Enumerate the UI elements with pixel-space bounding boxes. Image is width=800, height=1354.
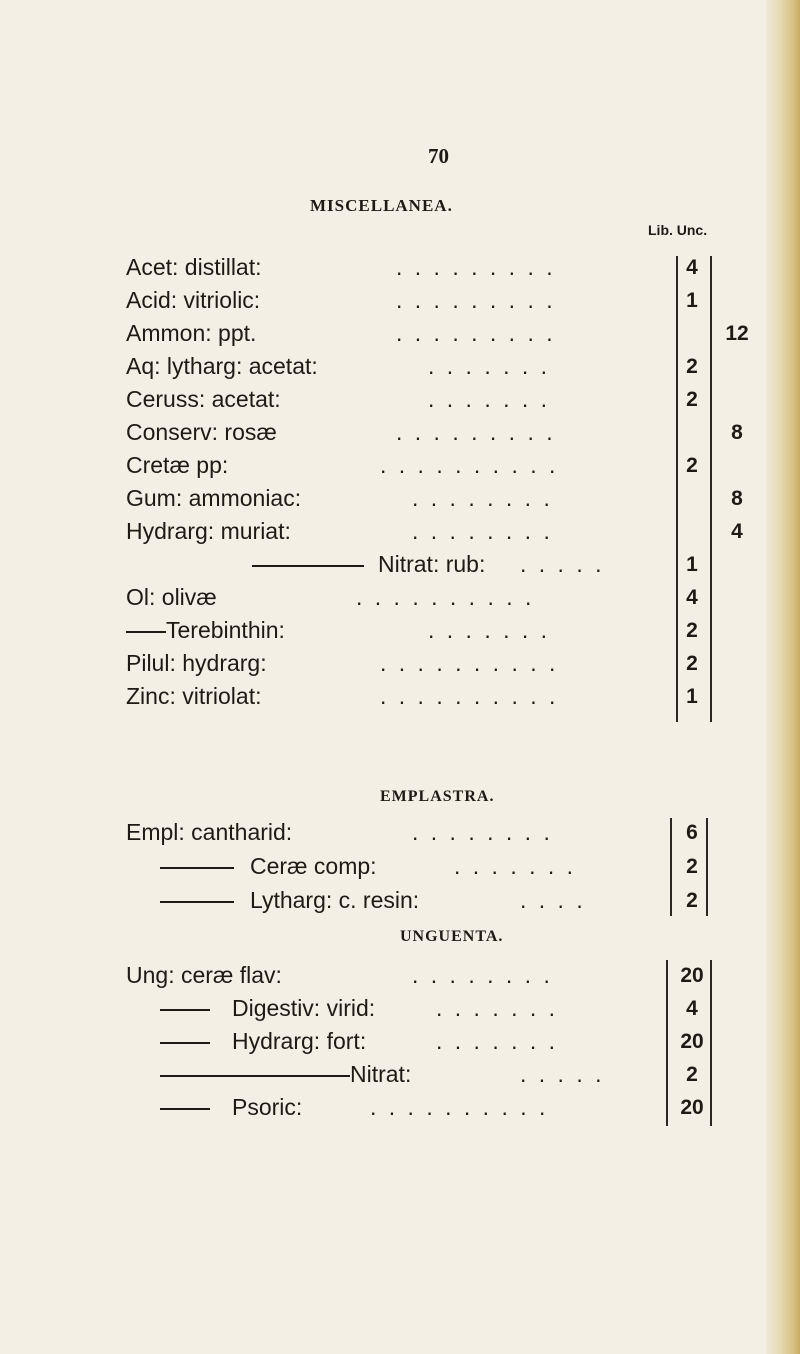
section-title-miscellanea: MISCELLANEA. <box>310 196 453 215</box>
leader-dots: . . . . . . . . . . <box>380 452 559 478</box>
column-rule <box>706 818 708 916</box>
lib-value: 4 <box>686 586 698 609</box>
list-item <box>0 386 800 416</box>
lib-value: 2 <box>686 355 698 378</box>
item-label: Nitrat: <box>350 1061 412 1087</box>
column-rule <box>670 818 672 916</box>
ditto-dash <box>160 867 234 869</box>
item-label: Ceræ comp: <box>250 853 377 879</box>
lib-value: 2 <box>686 855 698 878</box>
item-label: Empl: cantharid: <box>126 819 293 845</box>
lib-value: 4 <box>686 997 698 1020</box>
list-item <box>0 452 800 482</box>
leader-dots: . . . . . . . . <box>412 518 553 544</box>
leader-dots: . . . . . . . <box>436 1028 559 1054</box>
item-label: Acid: vitriolic: <box>126 287 261 313</box>
lib-value: 20 <box>680 1030 704 1053</box>
ditto-dash <box>126 631 166 633</box>
ditto-dash <box>160 901 234 903</box>
item-label: Hydrarg: fort: <box>232 1028 367 1054</box>
lib-value: 4 <box>686 256 698 279</box>
item-label: Lytharg: c. resin: <box>250 887 420 913</box>
item-label: Terebinthin: <box>166 617 285 643</box>
ditto-dash <box>160 1009 210 1011</box>
leader-dots: . . . . . . . . . . <box>380 683 559 709</box>
column-rule <box>676 256 678 722</box>
list-item <box>0 254 800 284</box>
list-item <box>0 320 800 350</box>
column-rule <box>710 960 712 1126</box>
ditto-dash <box>160 1075 350 1077</box>
section-title-emplastra: EMPLASTRA. <box>380 788 495 805</box>
unc-value: 4 <box>731 520 743 543</box>
leader-dots: . . . . . . . . . <box>396 254 556 280</box>
item-label: Ammon: ppt. <box>126 320 257 346</box>
unc-value: 8 <box>731 421 743 444</box>
lib-value: 6 <box>686 821 698 844</box>
item-label: Pilul: hydrarg: <box>126 650 267 676</box>
leader-dots: . . . . . . . . . . <box>370 1094 549 1120</box>
list-item <box>0 995 800 1025</box>
list-item <box>0 853 800 883</box>
leader-dots: . . . . . . . <box>428 386 551 412</box>
list-item <box>0 551 800 581</box>
item-label: Ceruss: acetat: <box>126 386 281 412</box>
item-label: Cretæ pp: <box>126 452 229 478</box>
unc-value: 12 <box>725 322 749 345</box>
item-label: Ol: olivæ <box>126 584 217 610</box>
item-label: Gum: ammoniac: <box>126 485 302 511</box>
list-item <box>0 819 800 849</box>
list-item <box>0 287 800 317</box>
list-item <box>0 962 800 992</box>
leader-dots: . . . . . . . . . <box>396 320 556 346</box>
ditto-dash <box>252 565 364 567</box>
list-item <box>0 1061 800 1091</box>
leader-dots: . . . . . . . . <box>412 485 553 511</box>
lib-value: 2 <box>686 1063 698 1086</box>
column-header-lib-unc: Lib. Unc. <box>648 222 708 238</box>
lib-value: 20 <box>680 1096 704 1119</box>
lib-value: 2 <box>686 652 698 675</box>
lib-value: 2 <box>686 388 698 411</box>
list-item <box>0 353 800 383</box>
ditto-dash <box>160 1042 210 1044</box>
item-label: Zinc: vitriolat: <box>126 683 262 709</box>
column-rule <box>710 256 712 722</box>
list-item <box>0 485 800 515</box>
leader-dots: . . . . . . . . <box>412 819 553 845</box>
page-number: 70 <box>428 144 449 168</box>
item-label: Acet: distillat: <box>126 254 262 280</box>
leader-dots: . . . . . . . . <box>412 962 553 988</box>
leader-dots: . . . . . <box>520 1061 605 1087</box>
list-item <box>0 1094 800 1124</box>
column-rule <box>666 960 668 1126</box>
leader-dots: . . . . . . . <box>428 617 551 643</box>
lib-value: 1 <box>686 553 698 576</box>
section-title-unguenta: UNGUENTA. <box>400 928 504 945</box>
leader-dots: . . . . . . . . . <box>396 419 556 445</box>
lib-value: 1 <box>686 289 698 312</box>
item-label: Nitrat: rub: <box>378 551 486 577</box>
leader-dots: . . . . <box>520 887 586 913</box>
leader-dots: . . . . . . . <box>428 353 551 379</box>
lib-value: 2 <box>686 619 698 642</box>
leader-dots: . . . . . . . <box>454 853 577 879</box>
lib-value: 2 <box>686 454 698 477</box>
list-item <box>0 518 800 548</box>
lib-value: 1 <box>686 685 698 708</box>
leader-dots: . . . . . . . . . . <box>380 650 559 676</box>
list-item <box>0 617 800 647</box>
ditto-dash <box>160 1108 210 1110</box>
list-item <box>0 683 800 713</box>
item-label: Digestiv: virid: <box>232 995 376 1021</box>
list-item <box>0 1028 800 1058</box>
lib-value: 2 <box>686 889 698 912</box>
item-label: Hydrarg: muriat: <box>126 518 291 544</box>
item-label: Ung: ceræ flav: <box>126 962 282 988</box>
item-label: Conserv: rosæ <box>126 419 277 445</box>
leader-dots: . . . . . . . . . . <box>356 584 535 610</box>
list-item <box>0 584 800 614</box>
list-item <box>0 650 800 680</box>
leader-dots: . . . . . <box>520 551 605 577</box>
lib-value: 20 <box>680 964 704 987</box>
leader-dots: . . . . . . . . . <box>396 287 556 313</box>
list-item <box>0 887 800 917</box>
item-label: Psoric: <box>232 1094 303 1120</box>
unc-value: 8 <box>731 487 743 510</box>
item-label: Aq: lytharg: acetat: <box>126 353 318 379</box>
leader-dots: . . . . . . . <box>436 995 559 1021</box>
list-item <box>0 419 800 449</box>
